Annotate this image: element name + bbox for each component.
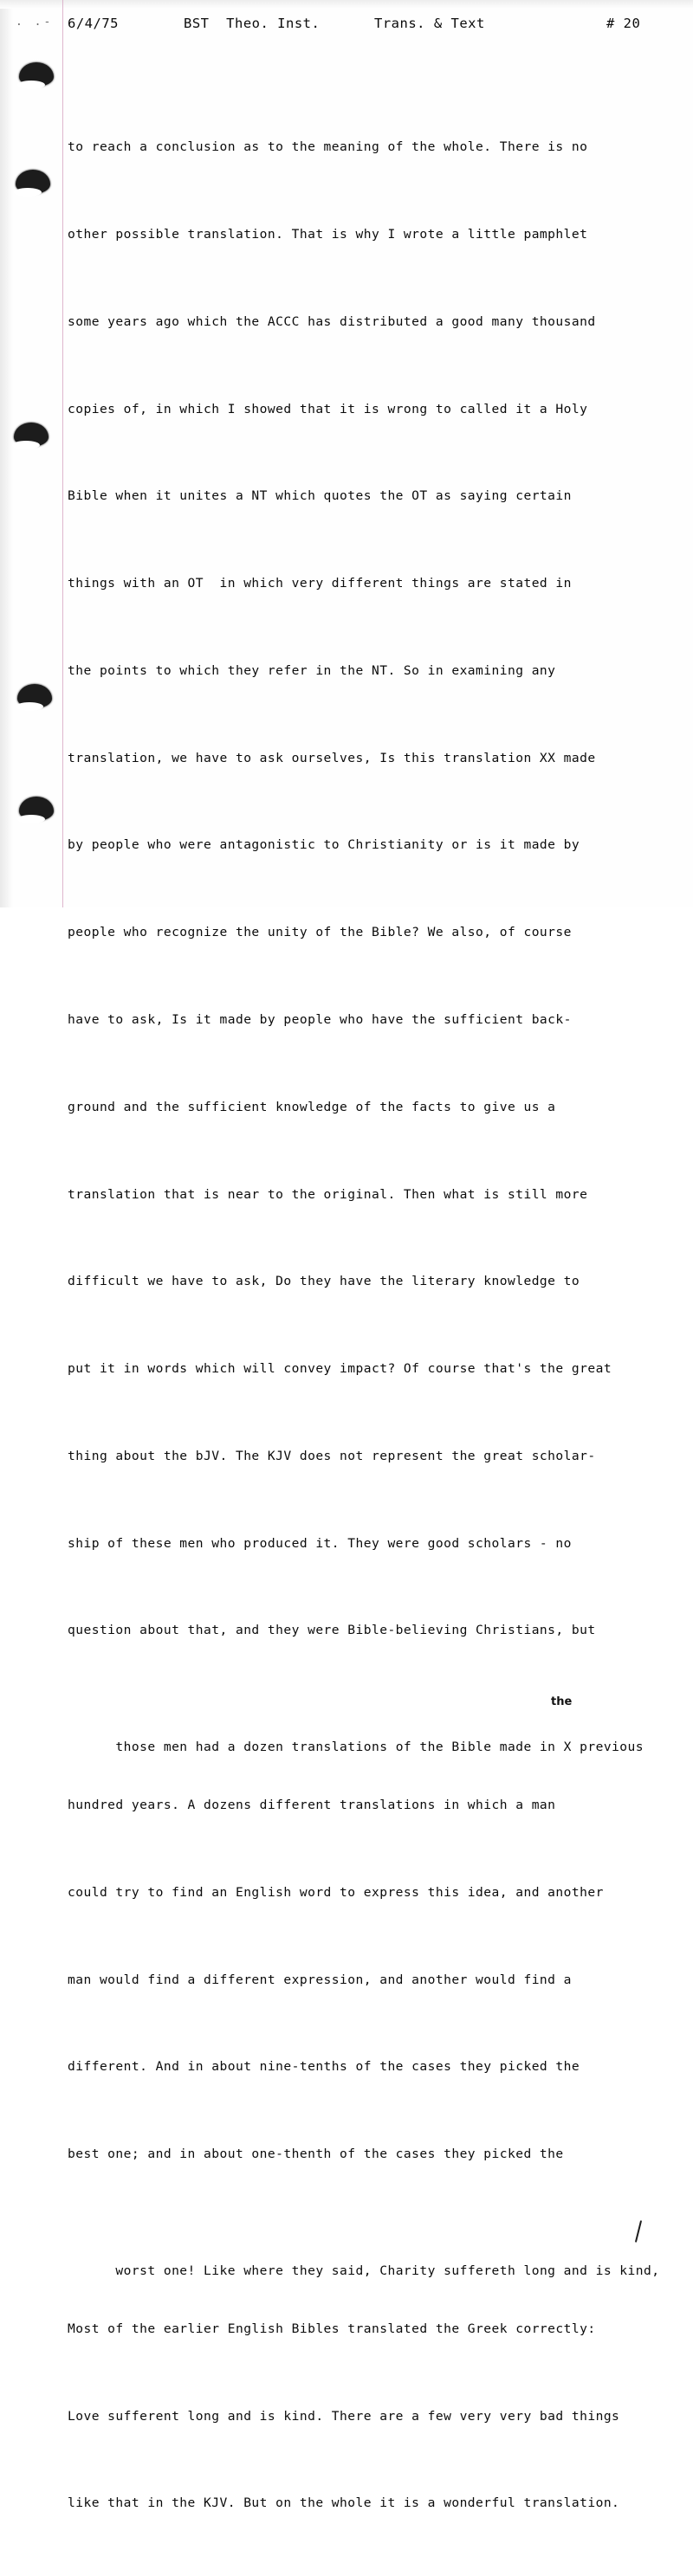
text-line-with-annotation	[68, 1695, 674, 1754]
header-date: 6/4/75	[68, 16, 119, 31]
pen-stroke-mark	[635, 2220, 642, 2243]
punch-hole	[19, 797, 54, 821]
text-line: worst one! Like where they said, Charity suffereth long and is kind,	[115, 2263, 660, 2278]
text-line: to reach a conclusion as to the meaning of the whole. There is no	[68, 139, 588, 155]
text-line: man would find a different expression, and another would find a	[68, 1972, 572, 1987]
scan-edge-shadow-left	[0, 0, 14, 907]
text-line: question about that, and they were Bible-believing Christians, but	[68, 1623, 596, 1638]
text-line: other possible translation. That is why I wrote a little pamphlet	[68, 226, 588, 242]
text-line: best one; and in about one-thenth of the cases they picked the	[68, 2147, 564, 2162]
text-line: difficult we have to ask, Do they have the literary knowledge to	[68, 1274, 580, 1289]
text-line: translation, we have to ask ourselves, Is this translation XX made	[68, 750, 596, 765]
header-course: BST Theo. Inst.	[184, 16, 321, 31]
text-line: hundred years. A dozens different translations in which a man	[68, 1798, 556, 1813]
header-title: Trans. & Text	[374, 16, 485, 31]
page-header	[0, 16, 693, 38]
text-line: ship of these men who produced it. They were good scholars - no	[68, 1535, 572, 1551]
text-line: copies of, in which I showed that it is wrong to called it a Holy	[68, 401, 588, 416]
header-smudge-mark: . .-	[16, 16, 54, 29]
text-line: different. And in about nine-tenths of the cases they picked the	[68, 2059, 580, 2075]
header-page-number: # 20	[606, 16, 641, 31]
text-line: Bible when it unites a NT which quotes the OT as saying certain	[68, 488, 572, 504]
text-line: thing about the bJV. The KJV does not represent the great scholar-	[68, 1448, 596, 1463]
text-line: ground and the sufficient knowledge of the facts to give us a	[68, 1099, 556, 1114]
text-line: put it in words which will convey impact? Of course that's the great	[68, 1361, 612, 1377]
punch-hole	[17, 684, 52, 708]
text-line: people who recognize the unity of the Bible? We also, of course	[68, 925, 572, 940]
punch-hole	[14, 423, 49, 447]
text-line: like that in the KJV. But on the whole it is a wonderful translation.	[68, 2495, 620, 2511]
text-line: the points to which they refer in the NT. So in examining any	[68, 662, 556, 678]
text-line: some years ago which the ACCC has distributed a good many thousand	[68, 313, 596, 329]
text-line: translation that is near to the original. Then what is still more	[68, 1186, 588, 1202]
scan-edge-shadow-top	[0, 0, 693, 9]
text-line-with-pen-mark	[68, 2227, 674, 2278]
document-body	[68, 74, 674, 2576]
text-line: by people who were antagonistic to Christianity or is it made by	[68, 837, 580, 853]
text-line: have to ask, Is it made by people who have the sufficient back-	[68, 1012, 572, 1027]
margin-rule-line	[62, 0, 63, 907]
text-line: Love sufferent long and is kind. There are a few very very bad things	[68, 2408, 620, 2424]
text-line: those men had a dozen translations of the Bible made in X previous	[115, 1739, 644, 1754]
handwritten-insert-the: the	[551, 1695, 573, 1709]
punch-hole	[16, 170, 50, 194]
text-line: things with an OT in which very different things are stated in	[68, 576, 572, 591]
text-line: could try to find an English word to express this idea, and another	[68, 1884, 604, 1900]
text-line: Most of the earlier English Bibles translated the Greek correctly:	[68, 2321, 596, 2336]
